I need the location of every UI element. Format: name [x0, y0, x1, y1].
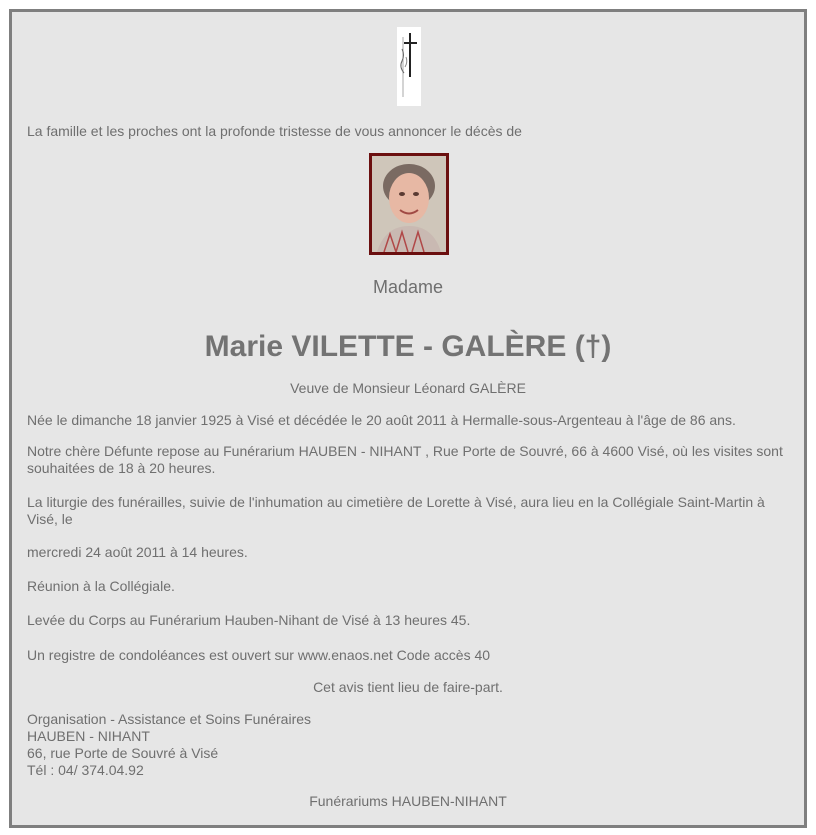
birth-death-text: Née le dimanche 18 janvier 1925 à Visé et décédée le 20 août 2011 à Hermalle-sous-Argenteau à l'âge de 86 ans. [27, 412, 736, 428]
notice-text: Cet avis tient lieu de faire-part. [313, 679, 503, 695]
footer-signature: Funérariums HAUBEN-NIHANT [309, 793, 507, 809]
repose-text: Notre chère Défunte repose au Funérarium HAUBEN - NIHANT , Rue Porte de Souvré, 66 à 4600 Visé, où les visites sont souhaitées de 18 à 20 heures. [27, 443, 783, 476]
registry-text: Un registre de condoléances est ouvert sur www.enaos.net Code accès 40 [27, 647, 491, 663]
honorific: Madame [372, 277, 444, 297]
portrait-photo [369, 153, 449, 255]
intro-text: La famille et les proches ont la profonde tristesse de vous annoncer le décès de [27, 123, 522, 139]
organisation-line: Organisation - Assistance et Soins Funéraires [27, 711, 312, 727]
obituary-card [9, 9, 807, 828]
organisation-block [27, 711, 797, 779]
organisation-phone: Tél : 04/ 374.04.92 [27, 762, 144, 778]
deceased-name: Marie VILETTE - GALÈRE (†) [204, 330, 612, 363]
organisation-address: 66, rue Porte de Souvré à Visé [27, 745, 219, 761]
cross-icon [397, 27, 421, 106]
levee-text: Levée du Corps au Funérarium Hauben-Nihant de Visé à 13 heures 45. [27, 612, 471, 628]
reunion-text: Réunion à la Collégiale. [27, 578, 175, 594]
organisation-name: HAUBEN - NIHANT [27, 728, 150, 744]
funeral-date: mercredi 24 août 2011 à 14 heures. [27, 544, 248, 560]
spouse-line: Veuve de Monsieur Léonard GALÈRE [290, 380, 526, 396]
liturgy-text: La liturgie des funérailles, suivie de l'inhumation au cimetière de Lorette à Visé, aura lieu en la Collégiale Saint-Martin à Visé, le [27, 494, 765, 527]
